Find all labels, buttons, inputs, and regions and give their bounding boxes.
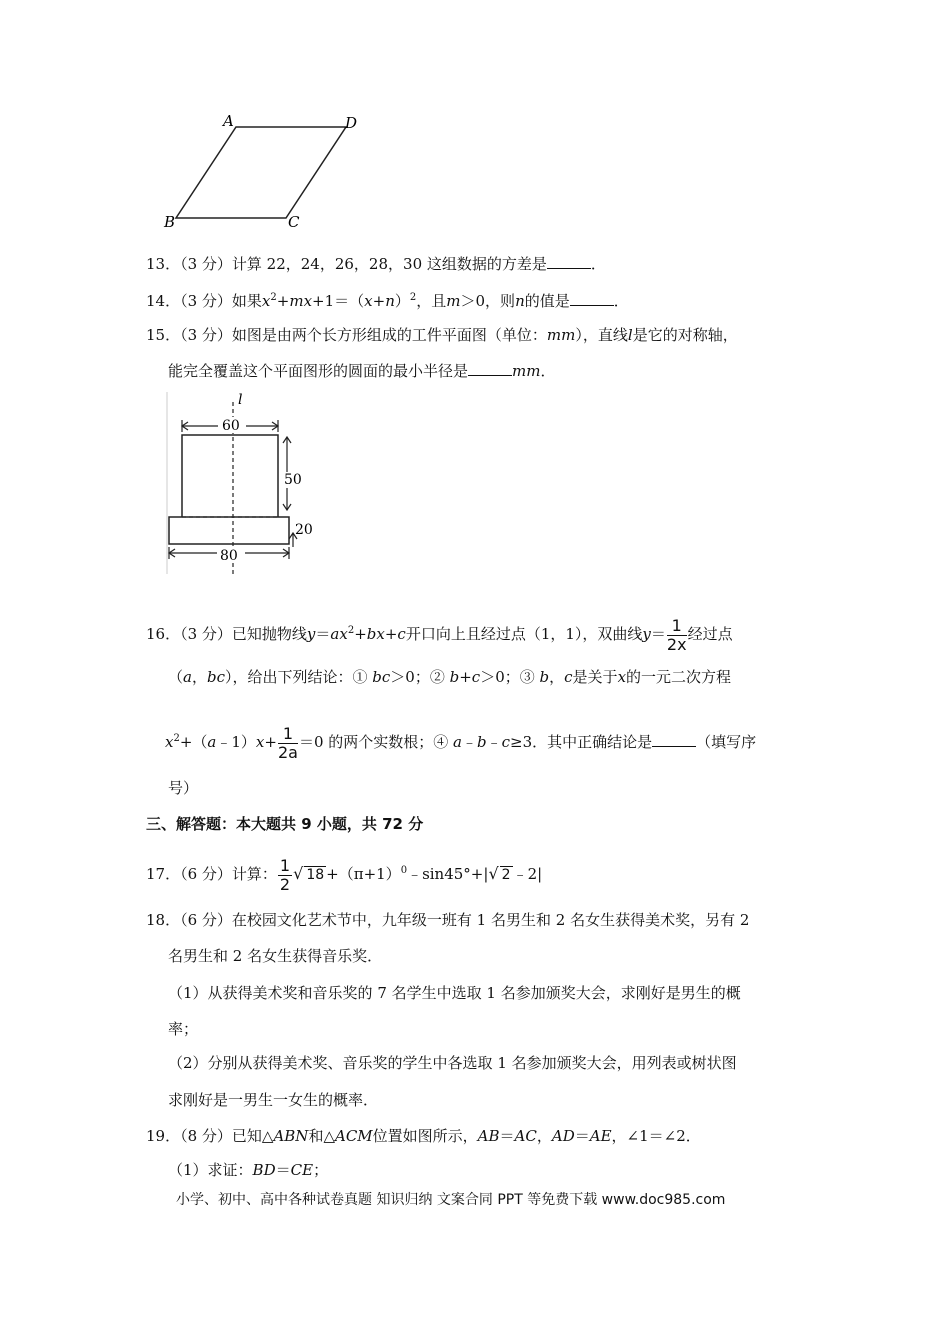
question-16-line-2 (168, 667, 731, 687)
radicand: 18 (306, 867, 325, 883)
question-number: 17． (146, 865, 181, 883)
text: ﹣ (486, 733, 502, 751)
workpiece-figure (160, 390, 320, 580)
text: + (276, 292, 290, 310)
var: c (471, 668, 481, 686)
text: 位置如图所示， (372, 1127, 478, 1145)
text: 已知抛物线 (231, 625, 307, 643)
dim-label-50: 50 (284, 472, 302, 488)
exponent: 2 (347, 625, 355, 636)
var: m (446, 292, 461, 310)
unit: mm (546, 326, 576, 344)
dim-label-80: 80 (220, 548, 238, 564)
var: mx (289, 292, 313, 310)
question-18-line-2: 名男生和 2 名女生获得音乐奖． (168, 947, 383, 965)
question-score: （3 分） (180, 292, 232, 310)
question-number: 19． (146, 1127, 181, 1145)
parallelogram-figure (160, 110, 370, 235)
var: ABN (273, 1127, 309, 1145)
text: 的值是 (524, 292, 570, 310)
fraction-denominator: 2 (279, 874, 291, 894)
punct: ． (613, 292, 629, 310)
question-15-line-2 (168, 361, 555, 381)
fraction-denominator: 2a (277, 742, 298, 762)
question-19 (146, 1126, 701, 1146)
dim-label-60: 60 (222, 418, 240, 434)
text: ＞0；② (390, 668, 450, 686)
question-18-line-3: （1）从获得美术奖和音乐奖的 7 名学生中选取 1 名参加颁奖大会，求刚好是男生的概 (168, 984, 741, 1002)
question-14 (146, 288, 629, 311)
question-13 (146, 254, 606, 274)
text: （ (168, 668, 184, 686)
var: a (453, 733, 462, 751)
var: x (165, 733, 174, 751)
answer-blank (468, 361, 512, 376)
text: +1＝（ (312, 292, 365, 310)
var: x (364, 292, 373, 310)
fraction-numerator: 1 (279, 855, 291, 875)
question-text: 计算 22，24，26，28，30 这组数据的方差是 (231, 255, 547, 273)
text: ＝ (574, 1127, 590, 1145)
text: ， (549, 668, 565, 686)
text: 是它的对称轴， (632, 326, 738, 344)
text: 如图是由两个长方形组成的工件平面图（单位： (231, 326, 547, 344)
text: ﹣2| (512, 865, 543, 883)
text: + (354, 625, 367, 643)
fraction (667, 617, 687, 654)
var: c (501, 733, 511, 751)
question-number: 13． (146, 255, 181, 273)
fraction-denominator: 2x (666, 634, 687, 654)
text: 已知△ (231, 1127, 274, 1145)
var: c (564, 668, 573, 686)
exponent: 2 (173, 733, 180, 744)
text: + (459, 668, 472, 686)
text: ＝0 的两个实数根；④ (298, 733, 454, 751)
var: BD (252, 1161, 276, 1179)
text: （1）求证： (168, 1161, 253, 1179)
question-number: 14． (146, 292, 181, 310)
answer-blank (570, 291, 614, 306)
fraction (278, 725, 298, 762)
radical-sign: √ (293, 864, 304, 883)
text: 经过点 (687, 625, 733, 643)
var: AC (514, 1127, 537, 1145)
var: ACM (334, 1127, 373, 1145)
text: +（π+1） (326, 865, 401, 883)
text: 的一元二次方程 (626, 668, 732, 686)
question-score: （3 分） (180, 255, 232, 273)
text: 如果 (231, 292, 262, 310)
text: 是关于 (572, 668, 618, 686)
question-16-line-3 (165, 720, 756, 762)
unit: mm (512, 362, 541, 380)
radicand: 2 (501, 867, 511, 883)
var: AD (551, 1127, 575, 1145)
var: b (449, 668, 460, 686)
var: c (397, 625, 406, 643)
var: ax (330, 625, 348, 643)
section-heading: 三、解答题：本大题共 9 小题，共 72 分 (146, 815, 424, 833)
page-footer: 小学、初中、高中各种试卷真题 知识归纳 文案合同 PPT 等免费下载 www.doc985.com (176, 1192, 726, 1208)
question-number: 16． (146, 625, 181, 643)
question-16-line-1 (146, 612, 733, 654)
var: a (207, 733, 217, 751)
text: + (372, 292, 386, 310)
text: ﹣1） (216, 733, 256, 751)
var: bx (366, 625, 385, 643)
vertex-label-a: A (223, 112, 234, 130)
question-19-sub-1 (168, 1160, 328, 1180)
question-18-line-6: 求刚好是一男生一女生的概率． (168, 1091, 379, 1109)
bottom-rectangle (169, 517, 289, 544)
question-score: （3 分） (180, 326, 232, 344)
question-score: （6 分） (180, 865, 232, 883)
var: AE (589, 1127, 612, 1145)
exponent: 0 (400, 865, 408, 876)
question-18-line-4: 率； (168, 1020, 199, 1038)
text: 能完全覆盖这个平面图形的圆面的最小半径是 (168, 362, 469, 380)
text: + (384, 625, 398, 643)
vertex-label-c: C (288, 213, 300, 231)
var: l (627, 326, 633, 344)
question-number: 15． (146, 326, 181, 344)
question-18-line-1 (146, 910, 749, 930)
fraction-numerator: 1 (278, 725, 298, 744)
text: ＝ (499, 1127, 515, 1145)
exponent: 2 (409, 292, 417, 303)
parallelogram-shape (176, 127, 346, 218)
text: 开口向上且经过点（1，1），双曲线 (405, 625, 643, 643)
text: ＝ (650, 625, 666, 643)
text: （填写序 (696, 733, 757, 751)
var: n (385, 292, 395, 310)
vertex-label-d: D (345, 114, 358, 132)
question-score: （8 分） (180, 1127, 232, 1145)
text: ﹣sin45°+| (407, 865, 489, 883)
var: x (617, 668, 627, 686)
answer-blank (652, 732, 696, 747)
text: ， (536, 1127, 552, 1145)
var: bc (206, 668, 225, 686)
text: +（ (179, 733, 208, 751)
radical-sign: √ (488, 864, 499, 883)
text: 和△ (308, 1127, 335, 1145)
var: x (255, 733, 265, 751)
var: y (306, 625, 316, 643)
text: + (264, 733, 277, 751)
question-17 (146, 852, 542, 894)
text: ），直线 (575, 326, 628, 344)
punct: ． (540, 362, 556, 380)
axis-label: l (238, 392, 243, 408)
answer-blank (547, 254, 591, 269)
var: b (539, 668, 550, 686)
text: ），给出下列结论：① (225, 668, 373, 686)
text: 在校园文化艺术节中，九年级一班有 1 名男生和 2 名女生获得美术奖，另有 2 (231, 911, 750, 929)
question-16-line-4 (168, 778, 198, 798)
question-score: （6 分） (180, 911, 232, 929)
vertex-label-b: B (164, 213, 176, 231)
text: ＞0，则 (460, 292, 516, 310)
dim-label-20: 20 (295, 522, 313, 538)
var: x (261, 292, 271, 310)
var: n (515, 292, 525, 310)
fraction (278, 857, 292, 894)
question-15-line-1 (146, 325, 738, 345)
text: ＝ (315, 625, 331, 643)
text: ，且 (416, 292, 447, 310)
var: bc (372, 668, 391, 686)
var: y (642, 625, 651, 643)
text: 计算： (231, 865, 277, 883)
question-number: 18． (146, 911, 181, 929)
var: b (477, 733, 487, 751)
text: ， (191, 668, 207, 686)
var: a (183, 668, 192, 686)
text: ； (313, 1161, 329, 1179)
text: ） (394, 292, 410, 310)
text: 号） (168, 779, 199, 797)
punct: ． (590, 255, 606, 273)
question-18-line-5: （2）分别从获得美术奖、音乐奖的学生中各选取 1 名参加颁奖大会，用列表或树状图 (168, 1054, 737, 1072)
text: ﹣ (462, 733, 478, 751)
exponent: 2 (270, 292, 277, 303)
var: CE (290, 1161, 314, 1179)
text: ，∠1＝∠2． (611, 1127, 701, 1145)
text: ≥3．其中正确结论是 (510, 733, 653, 751)
text: ＝ (275, 1161, 291, 1179)
top-rectangle (182, 435, 278, 517)
var: AB (477, 1127, 500, 1145)
text: ＞0；③ (480, 668, 540, 686)
question-score: （3 分） (180, 625, 232, 643)
fraction-numerator: 1 (667, 617, 687, 636)
